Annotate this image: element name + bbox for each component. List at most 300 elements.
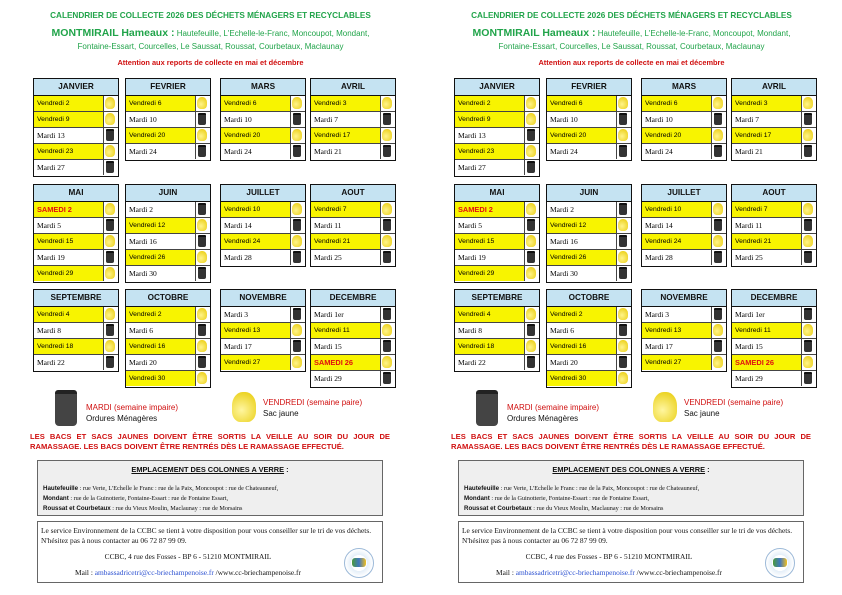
month-name: SEPTEMBRE [455,290,539,307]
collection-day-label: Vendredi 24 [642,234,712,249]
collection-day-label: Vendredi 6 [642,96,712,111]
collection-day [34,218,118,234]
collection-type [196,251,208,264]
collection-type [381,308,393,321]
collection-day [455,355,539,371]
month-mai [33,184,119,283]
collection-type [525,219,537,232]
collection-day-label: Mardi 20 [547,355,617,370]
trash-bin-icon [383,113,391,125]
month-decembre [310,289,396,388]
calendar-title: CALENDRIER DE COLLECTE 2026 DES DÉCHETS MÉNAGERS ET RECYCLABLES [471,11,792,20]
trash-bin-icon [619,267,627,279]
yellow-bag-icon [526,308,536,320]
collection-day [34,250,118,266]
collection-day-label: Mardi 20 [126,355,196,370]
collection-type [525,324,537,337]
collection-type [525,235,537,248]
yellow-bag-icon [197,97,207,109]
collection-day-label: Mardi 27 [34,160,104,175]
collection-day [455,112,539,128]
collection-day [547,371,631,387]
month-juillet [641,184,727,267]
verre-line [464,504,800,514]
collection-day-label: Mardi 16 [547,234,617,249]
collection-day [642,307,726,323]
collection-day [221,218,305,234]
collection-type [617,372,629,385]
collection-type [196,97,208,110]
trash-bin-icon [527,356,535,368]
verre-place: Roussat et Courbetaux [43,505,111,512]
mail-prefix: Mail : [496,568,516,577]
collection-type [196,267,208,280]
collection-day-label: Mardi 1er [732,307,802,322]
verre-text: : rue Verte, L'Echelle le Franc : rue de la Paix, Moncoupot : rue de Chateauneuf, [499,485,700,492]
legend-bin-label: Ordures Ménagères [86,414,158,423]
hamlets-line-1 [0,27,421,39]
collection-day [126,202,210,218]
trash-bin-icon [804,219,812,231]
ccbc-logo-icon [344,548,374,578]
collection-type [196,324,208,337]
collection-type [802,97,814,110]
collection-type [291,340,303,353]
collection-type [617,129,629,142]
collection-day-label: Vendredi 7 [311,202,381,217]
collection-type [196,356,208,369]
collection-type [196,203,208,216]
collection-day-label: Mardi 28 [642,250,712,265]
hamlets-text-1: Hautefeuille, L'Echelle-le-Franc, Moncoupot, Mondant, [176,29,370,38]
collection-type [291,203,303,216]
collection-day-label: Mardi 13 [455,128,525,143]
collection-type [525,203,537,216]
yellow-bag-icon [382,235,392,247]
trash-bin-icon [106,219,114,231]
trash-bin-icon [804,145,812,157]
collection-type [802,203,814,216]
yellow-bag-icon [382,324,392,336]
contact-mail [38,568,338,577]
hamlets-line-2: Fontaine-Essart, Courcelles, Le Saussat, Roussat, Courbetaux, Maclaunay [77,42,344,51]
collection-type [381,324,393,337]
collection-type [712,340,724,353]
trash-bin-icon [714,340,722,352]
collection-type [525,161,537,174]
yellow-bag-icon [232,392,256,422]
collection-type [291,308,303,321]
collection-day [455,307,539,323]
collection-day [311,234,395,250]
collection-day [221,112,305,128]
collection-day-label: Vendredi 2 [547,307,617,322]
website-link[interactable]: /www.cc-briechampenoise.fr [213,568,301,577]
collection-type [104,235,116,248]
month-name: AVRIL [732,79,816,96]
yellow-bag-icon [713,235,723,247]
collection-type [381,203,393,216]
collection-day-label: Vendredi 18 [455,339,525,354]
mail-link[interactable]: ambassadricetri@cc-briechampenoise.fr [94,568,214,577]
collection-type [802,235,814,248]
glass-container-box [37,460,383,516]
yellow-bag-icon [292,203,302,215]
yellow-bag-icon [105,203,115,215]
collection-day [34,266,118,282]
collection-day-label: Vendredi 12 [547,218,617,233]
collection-day-label: Mardi 11 [311,218,381,233]
trash-bin-icon [619,235,627,247]
month-juillet [220,184,306,267]
hamlets-line-1 [421,27,842,39]
collection-type [802,324,814,337]
contact-box [37,521,383,583]
contact-address: CCBC, 4 rue des Fosses - BP 6 - 51210 MONTMIRAIL [104,552,272,561]
collection-day [732,234,816,250]
collection-day-label: Mardi 28 [221,250,291,265]
yellow-bag-icon [292,97,302,109]
collection-day [732,202,816,218]
collection-day-label: Mardi 5 [455,218,525,233]
collection-day-label: Mardi 24 [547,144,617,159]
collection-day-label: Vendredi 26 [126,250,196,265]
month-mars [641,78,727,161]
collection-type [104,97,116,110]
collection-type [104,129,116,142]
collection-day [547,339,631,355]
yellow-bag-icon [526,97,536,109]
collection-day [126,307,210,323]
collection-type [196,308,208,321]
collection-type [196,235,208,248]
yellow-bag-icon [197,129,207,141]
collection-day [221,250,305,266]
yellow-bag-icon [105,97,115,109]
yellow-bag-icon [526,203,536,215]
collection-warning: LES BACS ET SACS JAUNES DOIVENT ÊTRE SORTIS LA VEILLE AU SOIR DU JOUR DE RAMASSAGE. LES BACS DOIVENT ÊTRE RENTRÉS DÈS LE RAMASSAGE EFFECTUÉ. [30,432,390,451]
month-name: JUIN [126,185,210,202]
collection-type [104,308,116,321]
collection-day-label: Mardi 30 [547,266,617,281]
collection-day-label: Mardi 15 [311,339,381,354]
trash-bin-icon [293,308,301,320]
month-name: NOVEMBRE [642,290,726,307]
collection-type [802,372,814,385]
trash-bin-icon [714,219,722,231]
collection-day-label: Mardi 8 [455,323,525,338]
collection-day-label: Mardi 10 [642,112,712,127]
collection-day-label: Mardi 2 [547,202,617,217]
trash-bin-icon [714,145,722,157]
collection-day-label: Mardi 8 [34,323,104,338]
month-name: AOUT [732,185,816,202]
collection-day [221,355,305,371]
yellow-bag-icon [713,356,723,368]
collection-type [712,251,724,264]
collection-day-label: Vendredi 23 [34,144,104,159]
month-name: MAI [455,185,539,202]
calendar-title: CALENDRIER DE COLLECTE 2026 DES DÉCHETS MÉNAGERS ET RECYCLABLES [50,11,371,20]
legend-bag-label: Sac jaune [684,409,720,418]
collection-day [126,323,210,339]
month-mai [454,184,540,283]
collection-day [642,112,726,128]
collection-type [291,324,303,337]
collection-type [617,251,629,264]
collection-day [642,144,726,160]
collection-day [34,355,118,371]
trash-bin-icon [106,251,114,263]
collection-day-label: Vendredi 10 [221,202,291,217]
collection-day-label: Mardi 30 [126,266,196,281]
yellow-bag-icon [382,129,392,141]
attention-notice: Attention aux reports de collecte en mai et décembre [538,58,725,67]
collection-day-label: Vendredi 2 [34,96,104,111]
collection-day [547,323,631,339]
collection-day-label: Vendredi 20 [547,128,617,143]
collection-type [381,219,393,232]
month-name: DECEMBRE [732,290,816,307]
collection-day [311,202,395,218]
collection-type [525,251,537,264]
collection-day-label: Vendredi 4 [34,307,104,322]
month-aout [310,184,396,267]
collection-day [221,128,305,144]
month-name: JUILLET [221,185,305,202]
month-name: OCTOBRE [547,290,631,307]
collection-day [311,307,395,323]
collection-day [126,96,210,112]
collection-day [547,250,631,266]
collection-day-label: Vendredi 20 [221,128,291,143]
trash-bin-icon [619,324,627,336]
collection-day-label: Vendredi 11 [732,323,802,338]
trash-bin-icon [293,113,301,125]
collection-day [311,144,395,160]
yellow-bag-icon [197,251,207,263]
month-juin [546,184,632,283]
collection-type [196,340,208,353]
verre-title-text: EMPLACEMENT DES COLONNES A VERRE [552,465,706,474]
month-avril [731,78,817,161]
trash-bin-icon [804,308,812,320]
collection-day-label: Vendredi 18 [34,339,104,354]
collection-day [642,128,726,144]
collection-day [311,128,395,144]
collection-day [34,339,118,355]
collection-day [126,250,210,266]
verre-line [43,484,379,494]
verre-line [464,484,800,494]
collection-day-label: Vendredi 13 [642,323,712,338]
collection-type [617,324,629,337]
collection-day [126,144,210,160]
collection-type [525,145,537,158]
collection-type [802,145,814,158]
collection-day [311,250,395,266]
collection-day [126,339,210,355]
collection-type [381,340,393,353]
collection-type [104,340,116,353]
collection-type [291,97,303,110]
yellow-bag-icon [105,235,115,247]
mail-link[interactable]: ambassadricetri@cc-briechampenoise.fr [515,568,635,577]
collection-type [802,251,814,264]
logo-mark [773,558,787,567]
glass-container-box [458,460,804,516]
trash-bin-icon [106,324,114,336]
collection-type [104,203,116,216]
collection-day [547,112,631,128]
trash-bin-icon [293,251,301,263]
collection-type [617,356,629,369]
trash-bin-icon [619,356,627,368]
collection-day [221,202,305,218]
collection-day-label: Vendredi 3 [732,96,802,111]
hamlets-line-2: Fontaine-Essart, Courcelles, Le Saussat, Roussat, Courbetaux, Maclaunay [498,42,765,51]
trash-bin-icon [198,356,206,368]
collection-day [34,307,118,323]
legend-bin-day: MARDI (semaine impaire) [507,403,600,412]
collection-type [802,113,814,126]
trash-bin-icon [527,161,535,173]
collection-type [802,340,814,353]
yellow-bag-icon [526,340,536,352]
attention-notice: Attention aux reports de collecte en mai et décembre [117,58,304,67]
collection-day [642,96,726,112]
collection-day-label: Vendredi 27 [221,355,291,370]
collection-type [104,145,116,158]
trash-bin-icon [714,251,722,263]
yellow-bag-icon [618,129,628,141]
collection-day [547,266,631,282]
verre-text: : rue Verte, L'Echelle le Franc : rue de la Paix, Moncoupot : rue de Chateauneuf, [78,485,279,492]
trash-bin-icon [804,340,812,352]
yellow-bag-icon [197,219,207,231]
contact-text: Le service Environnement de la CCBC se tient à votre disposition pour vous conseiller sur le tri de vos déchets. N'hésitez pas à nous contacter au 06 72 87 99 09. [41,526,372,545]
collection-day-label: Mardi 1er [311,307,381,322]
collection-type [712,235,724,248]
contact-box [458,521,804,583]
collection-day [34,128,118,144]
month-name: JUIN [547,185,631,202]
trash-bin-icon [198,113,206,125]
verre-body [464,484,800,514]
month-name: AOUT [311,185,395,202]
month-name: MARS [221,79,305,96]
collection-day [221,144,305,160]
collection-type [381,129,393,142]
collection-type [802,129,814,142]
collection-day-label: Mardi 21 [732,144,802,159]
trash-bin-icon [804,251,812,263]
month-name: FEVRIER [547,79,631,96]
yellow-bag-icon [653,392,677,422]
collection-day-label: Mardi 25 [732,250,802,265]
verre-title [459,465,803,474]
collection-type [525,97,537,110]
collection-type [196,129,208,142]
trash-bin-icon [383,145,391,157]
month-fevrier [125,78,211,161]
trash-bin-icon [293,219,301,231]
commune-name: MONTMIRAIL Hameaux : [51,27,175,39]
month-decembre [731,289,817,388]
logo-mark [352,558,366,567]
trash-bin-icon [198,145,206,157]
collection-day-label: Mardi 13 [34,128,104,143]
yellow-bag-icon [618,340,628,352]
collection-day [126,371,210,387]
trash-bin-icon [476,390,498,426]
collection-day-label: Vendredi 21 [732,234,802,249]
collection-type [802,219,814,232]
collection-day-label: Mardi 15 [732,339,802,354]
collection-type [617,340,629,353]
collection-day-label: Mardi 3 [642,307,712,322]
collection-day [455,128,539,144]
collection-day [126,218,210,234]
verre-title-suffix: : [705,465,710,474]
month-name: JUILLET [642,185,726,202]
collection-day-label: Vendredi 2 [126,307,196,322]
collection-day [126,355,210,371]
collection-day-label: Vendredi 30 [126,371,196,386]
collection-day-label: Mardi 16 [126,234,196,249]
collection-type [104,324,116,337]
contact-address: CCBC, 4 rue des Fosses - BP 6 - 51210 MONTMIRAIL [525,552,693,561]
collection-day-label: Vendredi 26 [547,250,617,265]
yellow-bag-icon [713,129,723,141]
collection-day-label: Vendredi 15 [34,234,104,249]
collection-day [732,355,816,371]
verre-body [43,484,379,514]
collection-day-label: Vendredi 24 [221,234,291,249]
contact-mail [459,568,759,577]
yellow-bag-icon [526,235,536,247]
collection-day-label: Mardi 10 [221,112,291,127]
collection-type [104,113,116,126]
collection-type [381,235,393,248]
collection-day-label: Mardi 22 [34,355,104,370]
yellow-bag-icon [713,97,723,109]
collection-day [34,202,118,218]
collection-day [126,234,210,250]
verre-text: : rue de la Guinotterie, Fontaine-Essart : rue de Fontaine Essart, [68,495,229,502]
collection-day [311,96,395,112]
collection-day-label: Vendredi 4 [455,307,525,322]
yellow-bag-icon [197,308,207,320]
collection-type [712,113,724,126]
collection-day [642,323,726,339]
collection-day-label: Mardi 24 [642,144,712,159]
collection-day-label: SAMEDI 26 [732,355,802,370]
collection-day [732,307,816,323]
website-link[interactable]: /www.cc-briechampenoise.fr [634,568,722,577]
verre-title-text: EMPLACEMENT DES COLONNES A VERRE [131,465,285,474]
collection-type [525,340,537,353]
trash-bin-icon [198,324,206,336]
collection-day-label: Mardi 27 [455,160,525,175]
collection-day [311,355,395,371]
collection-day-label: Vendredi 17 [311,128,381,143]
collection-day [311,218,395,234]
collection-type [802,356,814,369]
collection-day-label: Mardi 7 [732,112,802,127]
collection-type [712,219,724,232]
collection-day [547,218,631,234]
